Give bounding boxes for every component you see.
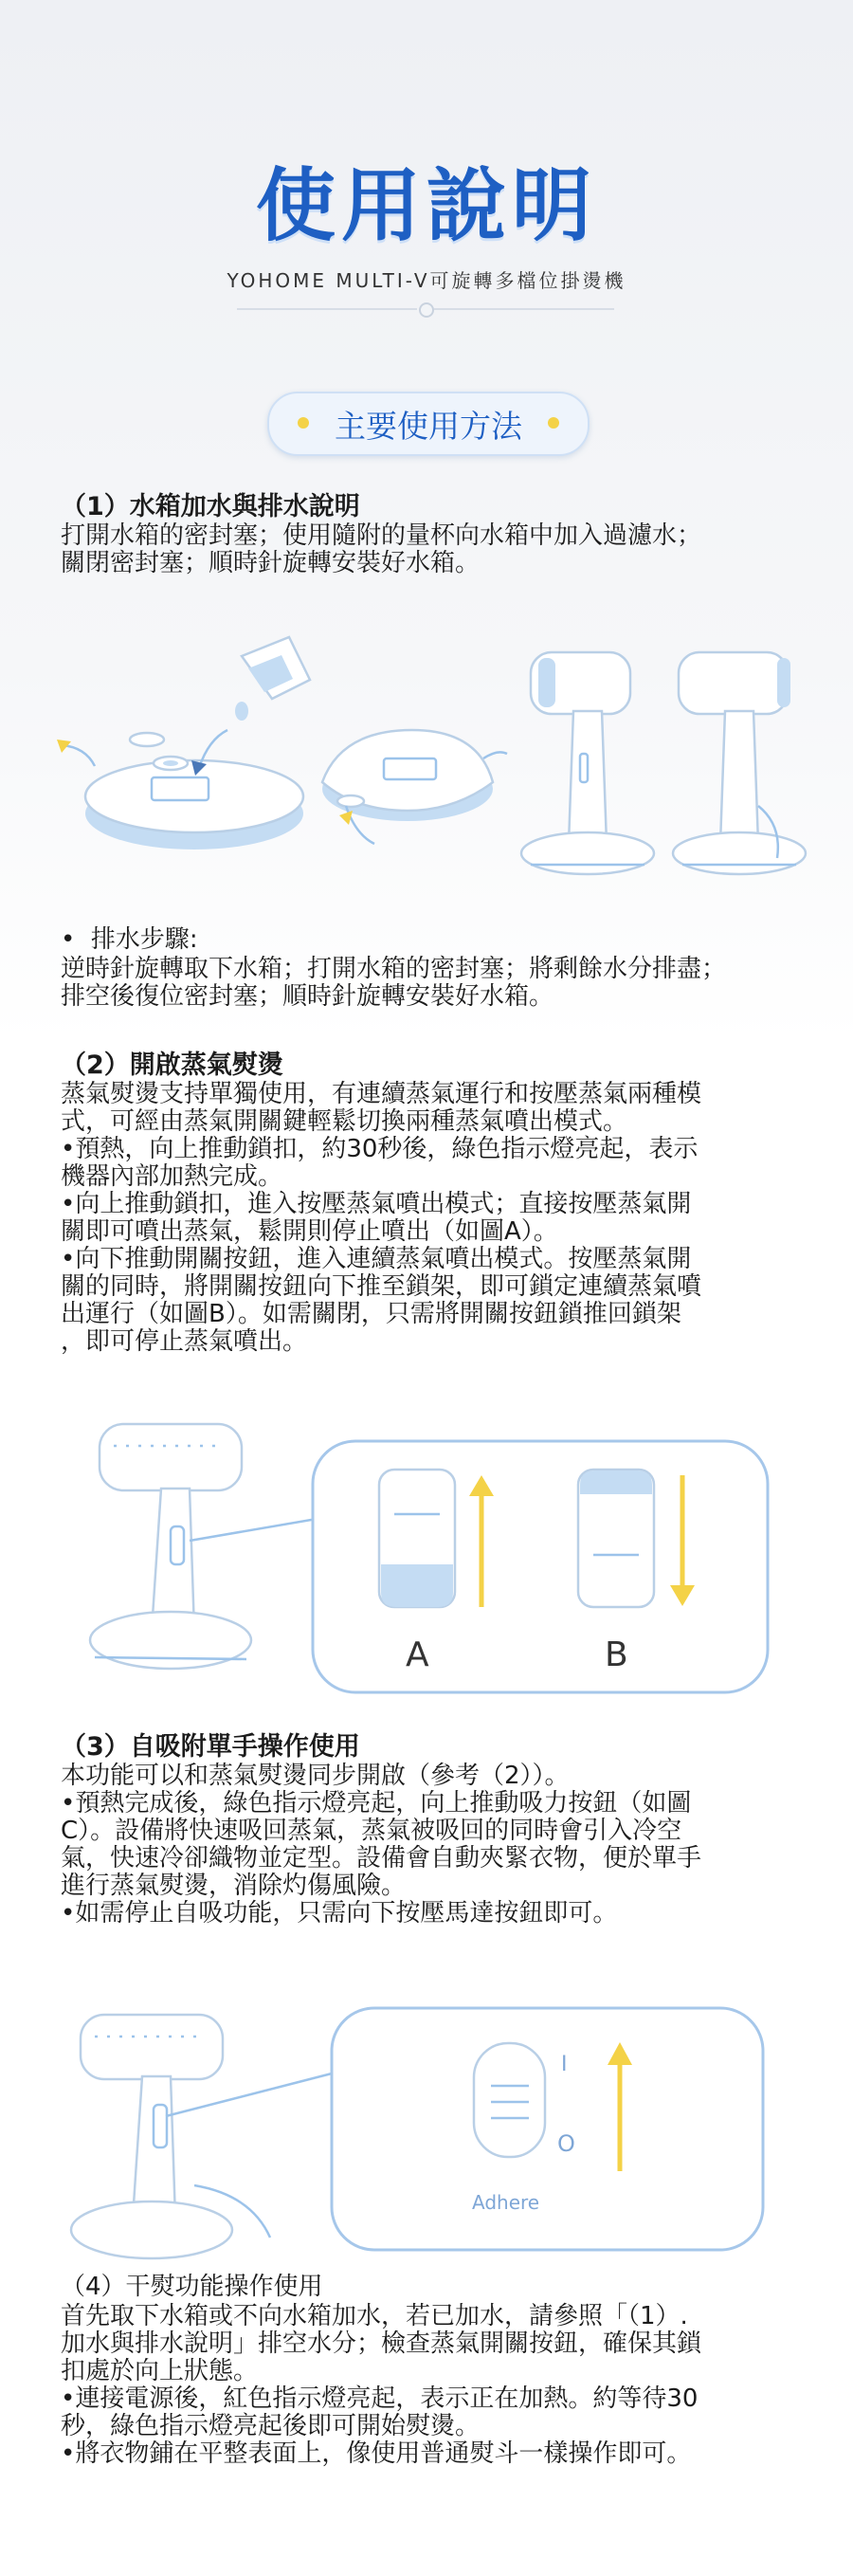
s3-body: 本功能可以和蒸氣熨燙同步開啟（參考（2））。 •預熱完成後，綠色指示燈亮起，向上推動吸力按鈕（如圖 C）。設備將快速吸回蒸氣，蒸氣被吸回的同時會引入冷空 氣，快速冷卻織物並定型。設備會自動夾緊衣物，便於單手 進行蒸氣熨燙，消除灼傷風險。 •如需停止自吸功能，只需向下按壓馬達按鈕即可。 — [61, 1762, 702, 1927]
subtitle-divider-dot — [419, 302, 434, 318]
label-figure-a: A — [406, 1635, 429, 1674]
page-subtitle: YOHOME MULTI-V可旋轉多檔位掛燙機 — [227, 269, 626, 292]
s4-heading: （4）干熨功能操作使用 — [61, 2273, 323, 2301]
s1-body: 打開水箱的密封塞；使用隨附的量杯向水箱中加入過濾水； 關閉密封塞；順時針旋轉安裝好水箱。 — [61, 521, 702, 577]
switch-on-mark: I — [561, 2053, 568, 2076]
switch-off-mark: O — [557, 2130, 575, 2157]
label-figure-b: B — [605, 1635, 628, 1674]
section-badge-label: 主要使用方法 — [335, 407, 522, 445]
s3-illustration — [38, 2001, 815, 2266]
s3-heading: （3）自吸附單手操作使用 — [61, 1732, 360, 1762]
s4-body: 首先取下水箱或不向水箱加水，若已加水，請參照「（1）. 加水與排水說明」排空水分；檢查蒸氣開關按鈕，確保其鎖 扣處於向上狀態。 •連接電源後，紅色指示燈亮起，表示正在加熱。約等待30 秒，綠色指示燈亮起後即可開始熨燙。 •將衣物鋪在平整表面上，像使用普通熨斗一樣操作即可。 — [61, 2302, 702, 2468]
badge-dot-right — [548, 417, 559, 429]
subtitle-divider-right — [434, 308, 614, 310]
s1-heading: （1）水箱加水與排水說明 — [61, 492, 360, 521]
s2-body: 蒸氣熨燙支持單獨使用，有連續蒸氣運行和按壓蒸氣兩種模 式，可經由蒸氣開關鍵輕鬆切換兩種蒸氣噴出模式。 •預熱，向上推動鎖扣，約30秒後，綠色指示燈亮起，表示 機器內部加熱完成。 •向上推動鎖扣，進入按壓蒸氣噴出模式；直接按壓蒸氣開 關即可噴出蒸氣，鬆開則停止噴出（如圖A）。 •向下推動開關按鈕，進入連續蒸氣噴出模式。按壓蒸氣開 關的同時，將開關按鈕向下推至鎖架，即可鎖定連續蒸氣噴 出運行（如圖B）。如需關閉，只需將開關按鈕鎖推回鎖架 ，即可停止蒸氣噴出。 — [61, 1080, 702, 1356]
s1-illustration — [38, 616, 815, 891]
badge-dot-left — [298, 417, 309, 429]
subtitle-divider-left — [237, 308, 417, 310]
s2-heading: （2）開啟蒸氣熨燙 — [61, 1050, 283, 1080]
s1-drain-label: • 排水步驟: — [61, 925, 198, 954]
page-title: 使用說明 — [255, 159, 597, 252]
section-badge — [267, 392, 590, 456]
s1-drain-body: 逆時針旋轉取下水箱；打開水箱的密封塞；將剩餘水分排盡； 排空後復位密封塞；順時針旋轉安裝好水箱。 — [61, 955, 727, 1011]
adhere-label: Adhere — [472, 2191, 540, 2214]
